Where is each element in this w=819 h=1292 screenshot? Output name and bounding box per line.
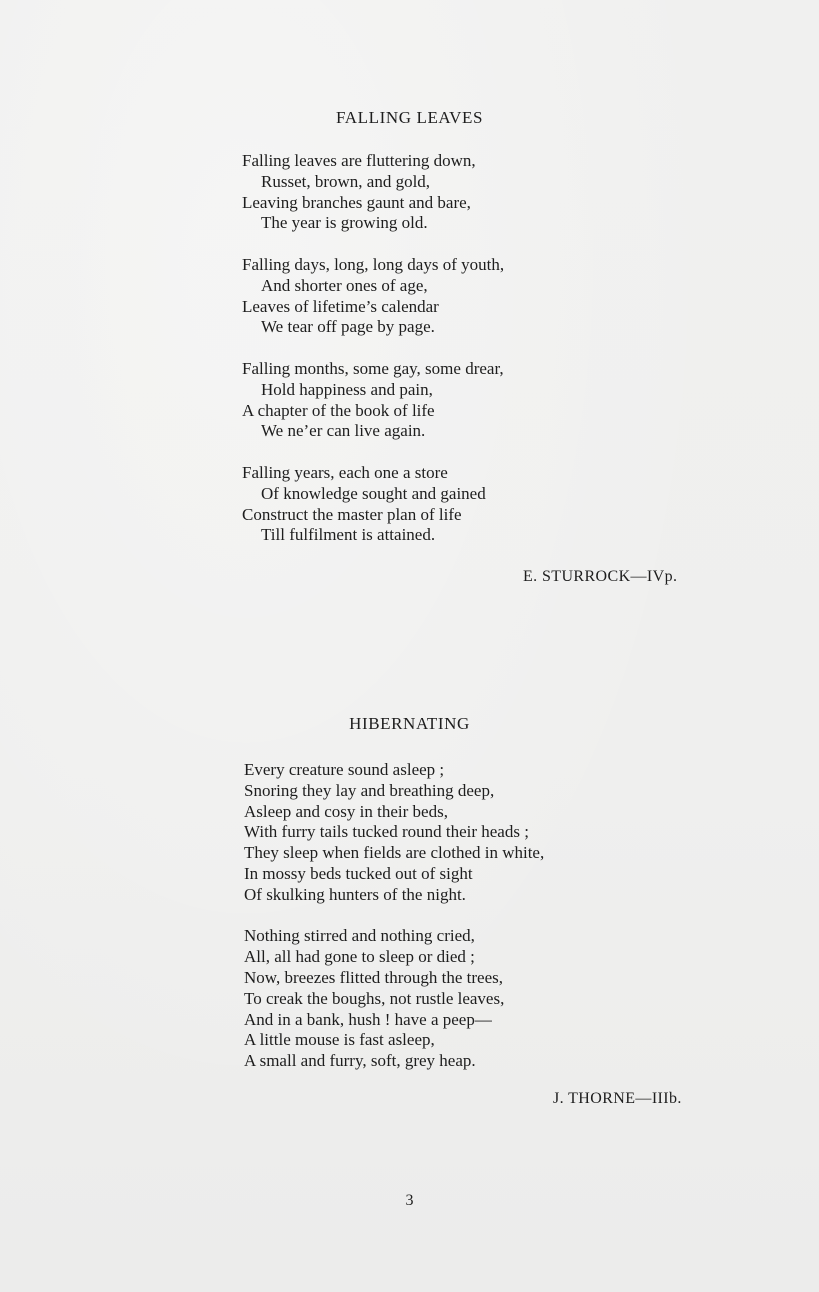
poem-line: A small and furry, soft, grey heap.	[244, 1051, 476, 1071]
author-credit: J. THORNE—IIIb.	[553, 1090, 682, 1107]
poem-line: Till fulfilment is attained.	[261, 525, 436, 545]
poem-line: Construct the master plan of life	[242, 504, 462, 524]
poem-line: Leaves of lifetime’s calendar	[242, 296, 439, 316]
poem-line: We tear off page by page.	[261, 317, 435, 337]
poem-line: Snoring they lay and breathing deep,	[244, 780, 495, 800]
poem-line: And shorter ones of age,	[261, 275, 428, 295]
poem-line: Falling years, each one a store	[242, 462, 448, 482]
poem-line: Leaving branches gaunt and bare,	[242, 192, 471, 212]
poem-line: The year is growing old.	[261, 213, 428, 233]
poem-line: Every creature sound asleep ;	[244, 760, 445, 779]
poem-body-falling-leaves	[242, 151, 504, 567]
poem-line: Hold happiness and pain,	[261, 379, 433, 399]
author-credit: E. STURROCK—IVp.	[523, 568, 678, 585]
poem-line: Nothing stirred and nothing cried,	[244, 926, 475, 946]
poem-line: Russet, brown, and gold,	[261, 171, 431, 191]
poem-line: To creak the boughs, not rustle leaves,	[244, 988, 505, 1008]
poem-line: Asleep and cosy in their beds,	[244, 801, 448, 821]
poem-line: We ne’er can live again.	[261, 421, 426, 441]
poem-title-falling-leaves: FALLING LEAVES	[335, 108, 484, 127]
poem-line: All, all had gone to sleep or died ;	[244, 947, 475, 967]
poem-line: Falling leaves are fluttering down,	[242, 151, 476, 170]
poem-line: A little mouse is fast asleep,	[244, 1030, 435, 1050]
page-number: 3	[405, 1192, 414, 1209]
poem-line: Of skulking hunters of the night.	[244, 884, 466, 904]
stanza	[244, 760, 544, 906]
stanza	[244, 926, 544, 1072]
stanza	[242, 463, 504, 546]
poem-line: Of knowledge sought and gained	[261, 483, 486, 503]
poem-body-hibernating	[244, 760, 544, 1093]
poem-line: With furry tails tucked round their heads ;	[244, 822, 529, 842]
stanza	[242, 359, 504, 442]
poem-line: Now, breezes flitted through the trees,	[244, 967, 504, 987]
poem-line: And in a bank, hush ! have a peep—	[244, 1009, 492, 1029]
poem-line: They sleep when fields are clothed in white,	[244, 843, 545, 863]
poem-line: A chapter of the book of life	[242, 400, 435, 420]
stanza	[242, 151, 504, 234]
poem-line: In mossy beds tucked out of sight	[244, 863, 473, 883]
poem-line: Falling months, some gay, some drear,	[242, 358, 504, 378]
poem-line: Falling days, long, long days of youth,	[242, 254, 505, 274]
poem-title-hibernating: HIBERNATING	[349, 714, 470, 733]
stanza	[242, 255, 504, 338]
